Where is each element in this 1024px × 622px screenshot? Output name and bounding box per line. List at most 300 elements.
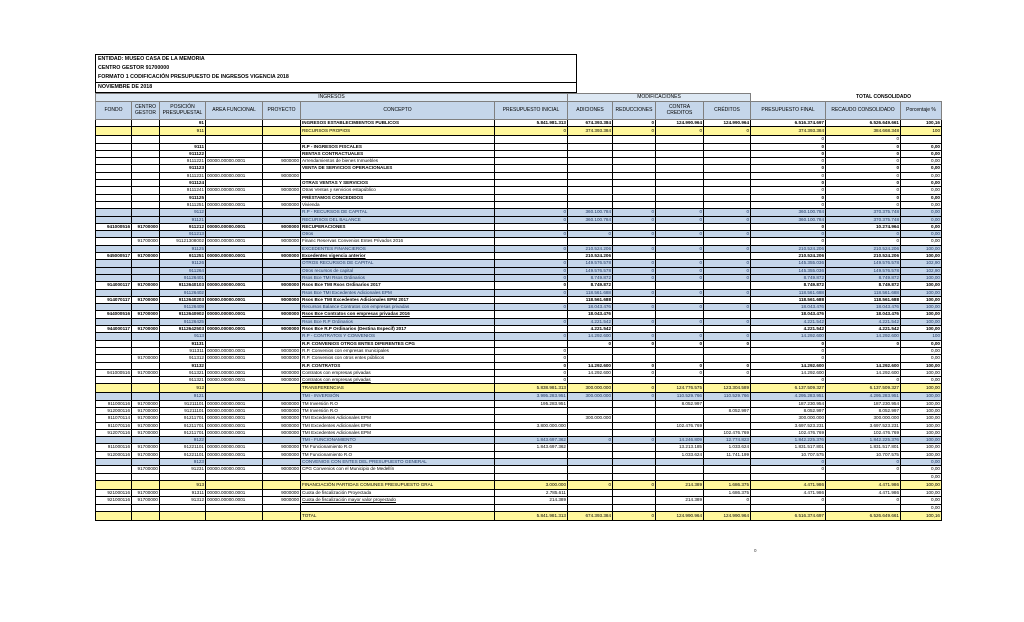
cell-centro-gestor	[132, 260, 160, 267]
cell-porcentaje: 100,16	[901, 511, 942, 520]
cell-presupuesto-final	[751, 473, 826, 480]
cell-proyecto	[263, 260, 301, 267]
cell-centro-gestor: 91700000	[132, 415, 160, 422]
cell-recaudo: 3.697.523.231	[826, 422, 901, 429]
cell-adiciones	[568, 187, 613, 194]
cell-porcentaje: 100,00	[901, 304, 942, 311]
cell-presupuesto-inicial: 0	[495, 282, 568, 289]
cell-porcentaje: 0,00	[901, 223, 942, 230]
cell-reducciones	[613, 347, 656, 354]
cell-proyecto: 9000000	[263, 422, 301, 429]
cell-creditos: 124.990.964	[704, 120, 751, 127]
cell-concepto: TM Funcionamiento R.O	[301, 451, 495, 458]
cell-centro-gestor	[132, 158, 160, 165]
cell-concepto: Rsos Bce TMI Excedentes Adicionales EPM	[301, 289, 495, 296]
cell-centro-gestor	[132, 136, 160, 143]
cell-contra-creditos	[656, 429, 704, 436]
cell-presupuesto-inicial	[495, 180, 568, 187]
cell-posicion	[160, 504, 206, 511]
cell-proyecto	[263, 318, 301, 325]
cell-fondo	[96, 158, 132, 165]
cell-porcentaje: 100,00	[901, 422, 942, 429]
cell-fondo	[96, 347, 132, 354]
cell-creditos	[704, 223, 751, 230]
header-creditos: CRÉDITOS	[704, 102, 751, 120]
cell-centro-gestor: 91700000	[132, 253, 160, 260]
cell-area-funcional	[206, 340, 263, 347]
cell-contra-creditos: 13.213.185	[656, 444, 704, 451]
cell-porcentaje: 0,00	[901, 355, 942, 362]
cell-recaudo: 0	[826, 165, 901, 172]
cell-proyecto: 9000000	[263, 369, 301, 376]
table-row	[96, 296, 942, 303]
cell-posicion: 911311	[160, 347, 206, 354]
cell-creditos	[704, 143, 751, 150]
cell-concepto: Otros recursos de capital	[301, 267, 495, 274]
cell-proyecto: 9000000	[263, 355, 301, 362]
cell-presupuesto-final: 0	[751, 497, 826, 504]
cell-recaudo: 0	[826, 238, 901, 245]
cell-contra-creditos	[656, 158, 704, 165]
cell-reducciones	[613, 415, 656, 422]
cell-concepto	[301, 136, 495, 143]
cell-area-funcional	[206, 150, 263, 157]
cell-recaudo	[826, 347, 901, 354]
cell-porcentaje: 0,00	[901, 340, 942, 347]
cell-contra-creditos	[656, 347, 704, 354]
cell-presupuesto-inicial: 0	[495, 333, 568, 340]
cell-posicion: 911264	[160, 267, 206, 274]
cell-concepto: RECUPERACIONES	[301, 223, 495, 230]
cell-recaudo: 384.668.348	[826, 127, 901, 136]
cell-area-funcional	[206, 473, 263, 480]
cell-adiciones	[568, 180, 613, 187]
cell-centro-gestor	[132, 187, 160, 194]
cell-creditos: 11.741.199	[704, 451, 751, 458]
cell-presupuesto-final: 0	[751, 150, 826, 157]
cell-posicion: 91126	[160, 260, 206, 267]
cell-creditos: 0	[704, 267, 751, 274]
cell-contra-creditos	[656, 165, 704, 172]
cell-porcentaje: 0,00	[901, 466, 942, 473]
cell-fondo	[96, 355, 132, 362]
cell-fondo	[96, 120, 132, 127]
cell-presupuesto-inicial	[495, 194, 568, 201]
cell-proyecto	[263, 143, 301, 150]
cell-reducciones: 0	[613, 245, 656, 252]
cell-fondo	[96, 245, 132, 252]
table-row	[96, 127, 942, 136]
cell-presupuesto-inicial: 0	[495, 209, 568, 216]
cell-adiciones: 149.576.578	[568, 260, 613, 267]
cell-contra-creditos: 8.052.997	[656, 400, 704, 407]
header-proyecto: PROYECTO	[263, 102, 301, 120]
cell-centro-gestor	[132, 231, 160, 238]
cell-centro-gestor	[132, 318, 160, 325]
cell-presupuesto-inicial: 0	[495, 304, 568, 311]
cell-presupuesto-final: 18.043.476	[751, 304, 826, 311]
cell-posicion: 91126425	[160, 318, 206, 325]
cell-adiciones	[568, 150, 613, 157]
cell-posicion: 91126402	[160, 289, 206, 296]
cell-creditos	[704, 194, 751, 201]
cell-presupuesto-final: 145.355.036	[751, 267, 826, 274]
cell-area-funcional: 00000.00000.0001	[206, 415, 263, 422]
cell-presupuesto-inicial	[495, 223, 568, 230]
cell-contra-creditos	[656, 187, 704, 194]
cell-concepto: RECURSOS DEL BALANCE	[301, 216, 495, 223]
cell-area-funcional	[206, 289, 263, 296]
cell-creditos: 1.033.624	[704, 444, 751, 451]
cell-contra-creditos: 0	[656, 362, 704, 369]
cell-contra-creditos	[656, 143, 704, 150]
cell-concepto: Rsos Bce Contratos con empresas privadas 2016	[301, 311, 495, 318]
cell-contra-creditos: 0	[656, 209, 704, 216]
cell-adiciones: 118.561.688	[568, 289, 613, 296]
cell-presupuesto-inicial: 214.389	[495, 497, 568, 504]
cell-recaudo: 0	[826, 150, 901, 157]
cell-fondo: 911070116	[96, 422, 132, 429]
cell-adiciones	[568, 444, 613, 451]
cell-creditos: 0	[704, 245, 751, 252]
cell-creditos	[704, 136, 751, 143]
cell-posicion: 9112	[160, 209, 206, 216]
cell-area-funcional	[206, 143, 263, 150]
cell-recaudo	[826, 355, 901, 362]
cell-area-funcional: 00000.00000.0001	[206, 422, 263, 429]
cell-posicion: 91121308002	[160, 238, 206, 245]
cell-centro-gestor	[132, 201, 160, 208]
cell-fondo	[96, 511, 132, 520]
cell-presupuesto-inicial	[495, 340, 568, 347]
cell-posicion: 91211701	[160, 422, 206, 429]
cell-contra-creditos: 1.033.624	[656, 451, 704, 458]
cell-area-funcional	[206, 260, 263, 267]
cell-adiciones: 14.292.600	[568, 362, 613, 369]
cell-centro-gestor: 91700000	[132, 451, 160, 458]
cell-posicion: 91211101	[160, 400, 206, 407]
cell-concepto: TMI Excedentes Adicionales EPM	[301, 422, 495, 429]
cell-presupuesto-inicial: 1.843.697.362	[495, 437, 568, 444]
cell-proyecto	[263, 333, 301, 340]
cell-presupuesto-final: 360.100.784	[751, 209, 826, 216]
cell-area-funcional: 00000.00000.0001	[206, 311, 263, 318]
cell-porcentaje: 0,00	[901, 347, 942, 354]
cell-reducciones	[613, 504, 656, 511]
cell-reducciones: 0	[613, 209, 656, 216]
cell-porcentaje: 100,00	[901, 318, 942, 325]
cell-posicion: 912	[160, 384, 206, 393]
cell-concepto: Rsos Bce TMI Rsos Ordinarios	[301, 274, 495, 281]
table-row	[96, 459, 942, 466]
cell-centro-gestor: 91700000	[132, 311, 160, 318]
cell-concepto: TRANSFERENCIAS	[301, 384, 495, 393]
cell-contra-creditos	[656, 326, 704, 333]
cell-creditos: 0	[704, 369, 751, 376]
cell-porcentaje: 0,00	[901, 165, 942, 172]
cell-contra-creditos: 0	[656, 333, 704, 340]
table-row	[96, 260, 942, 267]
cell-adiciones	[568, 429, 613, 436]
cell-reducciones	[613, 429, 656, 436]
cell-fondo: 912000116	[96, 407, 132, 414]
cell-adiciones	[568, 504, 613, 511]
cell-contra-creditos: 0	[656, 231, 704, 238]
table-row	[96, 497, 942, 504]
cell-concepto: Arrendamientos de bienes Inmuebles	[301, 158, 495, 165]
cell-presupuesto-inicial	[495, 459, 568, 466]
cell-reducciones	[613, 180, 656, 187]
cell-reducciones: 0	[613, 120, 656, 127]
cell-recaudo: 18.043.476	[826, 311, 901, 318]
cell-concepto: Contratos con empresas privadas	[301, 377, 495, 384]
cell-presupuesto-final: 0	[751, 377, 826, 384]
cell-contra-creditos: 0	[656, 245, 704, 252]
cell-fondo	[96, 289, 132, 296]
cell-porcentaje: 100,00	[901, 274, 942, 281]
cell-area-funcional	[206, 136, 263, 143]
cell-adiciones	[568, 158, 613, 165]
cell-reducciones: 0	[613, 274, 656, 281]
cell-creditos: 0	[704, 127, 751, 136]
cell-creditos	[704, 253, 751, 260]
cell-area-funcional	[206, 459, 263, 466]
cell-concepto: Rsos Bce TMI Rsos Ordinarios 2017	[301, 282, 495, 289]
period-title: NOVIEMBRE DE 2018	[96, 82, 576, 93]
header-area-funcional: AREA FUNCIONAL	[206, 102, 263, 120]
cell-contra-creditos	[656, 407, 704, 414]
cell-adiciones: 210.524.206	[568, 253, 613, 260]
table-row	[96, 384, 942, 393]
cell-creditos	[704, 459, 751, 466]
cell-reducciones	[613, 466, 656, 473]
cell-presupuesto-final: 3.697.523.231	[751, 422, 826, 429]
cell-presupuesto-inicial	[495, 238, 568, 245]
cell-presupuesto-inicial	[495, 172, 568, 179]
cell-concepto	[301, 504, 495, 511]
cell-porcentaje: 102,90	[901, 267, 942, 274]
cell-presupuesto-inicial	[495, 473, 568, 480]
cell-porcentaje: 100	[901, 127, 942, 136]
cell-fondo	[96, 473, 132, 480]
cell-area-funcional	[206, 120, 263, 127]
cell-posicion: 91312	[160, 497, 206, 504]
cell-concepto: TM Inversión R.O	[301, 400, 495, 407]
cell-posicion: 913	[160, 480, 206, 489]
cell-reducciones: 0	[613, 231, 656, 238]
cell-area-funcional	[206, 304, 263, 311]
cell-adiciones: 14.292.600	[568, 369, 613, 376]
cell-porcentaje: 100,16	[901, 120, 942, 127]
cell-contra-creditos	[656, 150, 704, 157]
cell-posicion: 91211101	[160, 407, 206, 414]
budget-table	[95, 93, 942, 521]
cell-reducciones	[613, 311, 656, 318]
cell-creditos	[704, 158, 751, 165]
cell-porcentaje: 0,00	[901, 473, 942, 480]
cell-centro-gestor	[132, 393, 160, 400]
cell-presupuesto-final: 1.831.517.801	[751, 444, 826, 451]
cell-posicion: 911212	[160, 223, 206, 230]
cell-presupuesto-inicial: 2.785.611	[495, 489, 568, 496]
cell-concepto: OTROS RECURSOS DE CAPITAL	[301, 260, 495, 267]
cell-adiciones: 674.393.384	[568, 120, 613, 127]
cell-creditos: 0	[704, 340, 751, 347]
cell-proyecto: 9000000	[263, 282, 301, 289]
cell-posicion: 911122	[160, 150, 206, 157]
cell-reducciones	[613, 150, 656, 157]
cell-area-funcional	[206, 333, 263, 340]
cell-fondo	[96, 267, 132, 274]
cell-centro-gestor	[132, 347, 160, 354]
cell-presupuesto-inicial: 0	[495, 377, 568, 384]
cell-centro-gestor: 91700000	[132, 489, 160, 496]
cell-presupuesto-final: 8.749.872	[751, 274, 826, 281]
cell-presupuesto-final	[751, 504, 826, 511]
cell-contra-creditos: 0	[656, 289, 704, 296]
cell-area-funcional: 00000.00000.0001	[206, 429, 263, 436]
cell-adiciones: 300.000.000	[568, 415, 613, 422]
table-row	[96, 511, 942, 520]
cell-creditos	[704, 201, 751, 208]
cell-area-funcional: 00000.00000.0001	[206, 326, 263, 333]
cell-area-funcional	[206, 231, 263, 238]
cell-contra-creditos: 102.476.769	[656, 422, 704, 429]
cell-centro-gestor	[132, 165, 160, 172]
cell-presupuesto-inicial	[495, 504, 568, 511]
table-row	[96, 400, 942, 407]
table-row	[96, 223, 942, 230]
cell-recaudo	[826, 473, 901, 480]
table-row	[96, 282, 942, 289]
cell-reducciones: 0	[613, 289, 656, 296]
cell-proyecto	[263, 231, 301, 238]
cell-contra-creditos	[656, 253, 704, 260]
table-row	[96, 407, 942, 414]
cell-reducciones: 0	[613, 362, 656, 369]
cell-contra-creditos: 0	[656, 260, 704, 267]
cell-creditos: 0	[704, 289, 751, 296]
cell-area-funcional: 00000.00000.0001	[206, 489, 263, 496]
cell-adiciones: 18.043.476	[568, 311, 613, 318]
cell-creditos: 0	[704, 304, 751, 311]
cell-fondo: 941000516	[96, 223, 132, 230]
cell-posicion: 9123	[160, 459, 206, 466]
cell-recaudo: 300.000.000	[826, 415, 901, 422]
cell-posicion: 9121	[160, 393, 206, 400]
cell-creditos: 12.774.823	[704, 437, 751, 444]
cell-proyecto: 9000000	[263, 201, 301, 208]
cell-area-funcional: 00000.00000.0001	[206, 400, 263, 407]
cell-creditos: 0	[704, 333, 751, 340]
cell-area-funcional	[206, 274, 263, 281]
cell-concepto: TM Inversión R.O	[301, 407, 495, 414]
cell-concepto	[301, 172, 495, 179]
cell-area-funcional	[206, 216, 263, 223]
cell-fondo: 912070116	[96, 429, 132, 436]
cell-concepto: Vivienda	[301, 201, 495, 208]
cell-presupuesto-final: 0	[751, 158, 826, 165]
cell-porcentaje: 0,00	[901, 377, 942, 384]
cell-contra-creditos	[656, 282, 704, 289]
cell-contra-creditos: 124.776.575	[656, 384, 704, 393]
cell-recaudo: 6.137.509.327	[826, 384, 901, 393]
cell-proyecto	[263, 267, 301, 274]
cell-reducciones: 0	[613, 511, 656, 520]
cell-recaudo: 0	[826, 201, 901, 208]
cell-porcentaje: 100,00	[901, 415, 942, 422]
table-row	[96, 172, 942, 179]
cell-centro-gestor	[132, 180, 160, 187]
cell-centro-gestor	[132, 473, 160, 480]
cell-proyecto: 9000000	[263, 444, 301, 451]
cell-fondo	[96, 165, 132, 172]
cell-proyecto	[263, 127, 301, 136]
header-posicion: POSICIÓN PRESUPUESTAL	[160, 102, 206, 120]
cell-adiciones	[568, 172, 613, 179]
cell-adiciones: 14.292.600	[568, 333, 613, 340]
cell-adiciones: 8.749.872	[568, 282, 613, 289]
group-header-row	[96, 94, 942, 102]
cell-centro-gestor	[132, 127, 160, 136]
cell-reducciones	[613, 400, 656, 407]
cell-porcentaje: 0,00	[901, 187, 942, 194]
cell-recaudo: 18.043.476	[826, 304, 901, 311]
table-row	[96, 289, 942, 296]
cell-recaudo: 0	[826, 231, 901, 238]
cell-presupuesto-final: 14.292.600	[751, 369, 826, 376]
cell-recaudo: 0	[826, 466, 901, 473]
cell-presupuesto-final: 4.471.986	[751, 480, 826, 489]
table-row	[96, 304, 942, 311]
cell-adiciones	[568, 223, 613, 230]
cell-area-funcional: 00000.00000.0001	[206, 253, 263, 260]
cell-concepto: R.P - CONTRATOS Y CONVENIOS	[301, 333, 495, 340]
cell-presupuesto-inicial: 0	[495, 289, 568, 296]
cell-porcentaje: 0,00	[901, 201, 942, 208]
cell-area-funcional: 00000.00000.0001	[206, 172, 263, 179]
header-reducciones: REDUCCIONES	[613, 102, 656, 120]
cell-area-funcional	[206, 127, 263, 136]
table-row	[96, 362, 942, 369]
cell-fondo: 941000516	[96, 369, 132, 376]
cell-recaudo: 149.576.578	[826, 267, 901, 274]
cell-reducciones	[613, 187, 656, 194]
cell-creditos	[704, 473, 751, 480]
cell-area-funcional	[206, 209, 263, 216]
cell-centro-gestor	[132, 437, 160, 444]
cell-area-funcional: 00000.00000.0001	[206, 223, 263, 230]
cell-creditos	[704, 180, 751, 187]
cell-presupuesto-inicial: 0	[495, 231, 568, 238]
cell-centro-gestor: 91700000	[132, 444, 160, 451]
cell-contra-creditos: 14.246.809	[656, 437, 704, 444]
cell-posicion: 911125	[160, 194, 206, 201]
cell-presupuesto-inicial: 5.838.981.313	[495, 384, 568, 393]
cell-recaudo: 0	[826, 172, 901, 179]
cell-presupuesto-final: 0	[751, 187, 826, 194]
cell-porcentaje: 0,00	[901, 209, 942, 216]
cell-porcentaje: 100,00	[901, 362, 942, 369]
cell-recaudo: 102.476.769	[826, 429, 901, 436]
cell-recaudo: 0	[826, 187, 901, 194]
cell-proyecto: 9000000	[263, 187, 301, 194]
table-row	[96, 187, 942, 194]
cell-centro-gestor: 91700000	[132, 238, 160, 245]
cell-adiciones	[568, 143, 613, 150]
cell-area-funcional	[206, 165, 263, 172]
cell-contra-creditos	[656, 311, 704, 318]
